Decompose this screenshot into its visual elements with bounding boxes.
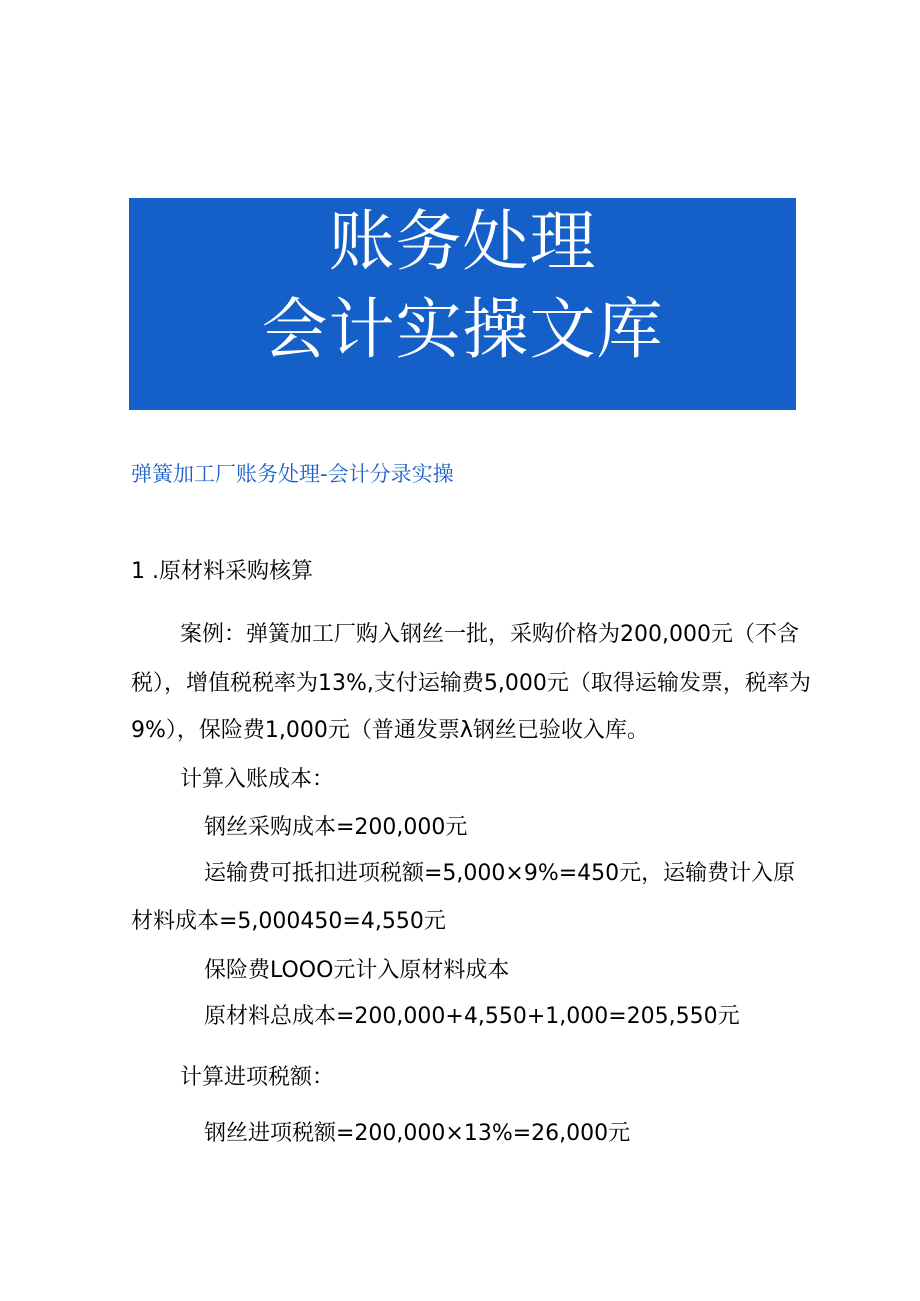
banner-title-line2: 会计实操文库	[261, 291, 664, 368]
section-heading: 1 .原材料采购核算	[131, 559, 313, 584]
cost-line-2: 运输费可抵扣进项税额=5,000×9%=450元，运输费计入原	[204, 861, 796, 886]
tax-heading: 计算进项税额：	[180, 1065, 335, 1090]
document-subtitle: 弹簧加工厂账务处理-会计分录实操	[131, 462, 454, 486]
cost-heading: 计算入账成本：	[180, 767, 335, 792]
case-line-2: 税），增值税税率为13%,支付运输费5,000元（取得运输发票，税率为	[131, 671, 811, 696]
case-line-1: 案例：弹簧加工厂购入钢丝一批，采购价格为200,000元（不含	[180, 622, 799, 647]
banner-title-line1: 账务处理	[328, 203, 597, 280]
tax-line-1: 钢丝进项税额=200,000×13%=26,000元	[204, 1121, 631, 1146]
cost-line-1: 钢丝采购成本=200,000元	[204, 815, 468, 840]
case-line-3: 9%），保险费1,000元（普通发票λ钢丝已验收入库。	[131, 718, 649, 743]
cost-line-5: 原材料总成本=200,000+4,550+1,000=205,550元	[204, 1004, 740, 1029]
title-banner	[129, 198, 796, 410]
cost-line-3: 材料成本=5,000450=4,550元	[131, 909, 446, 934]
cost-line-4: 保险费LOOO元计入原材料成本	[204, 958, 510, 983]
